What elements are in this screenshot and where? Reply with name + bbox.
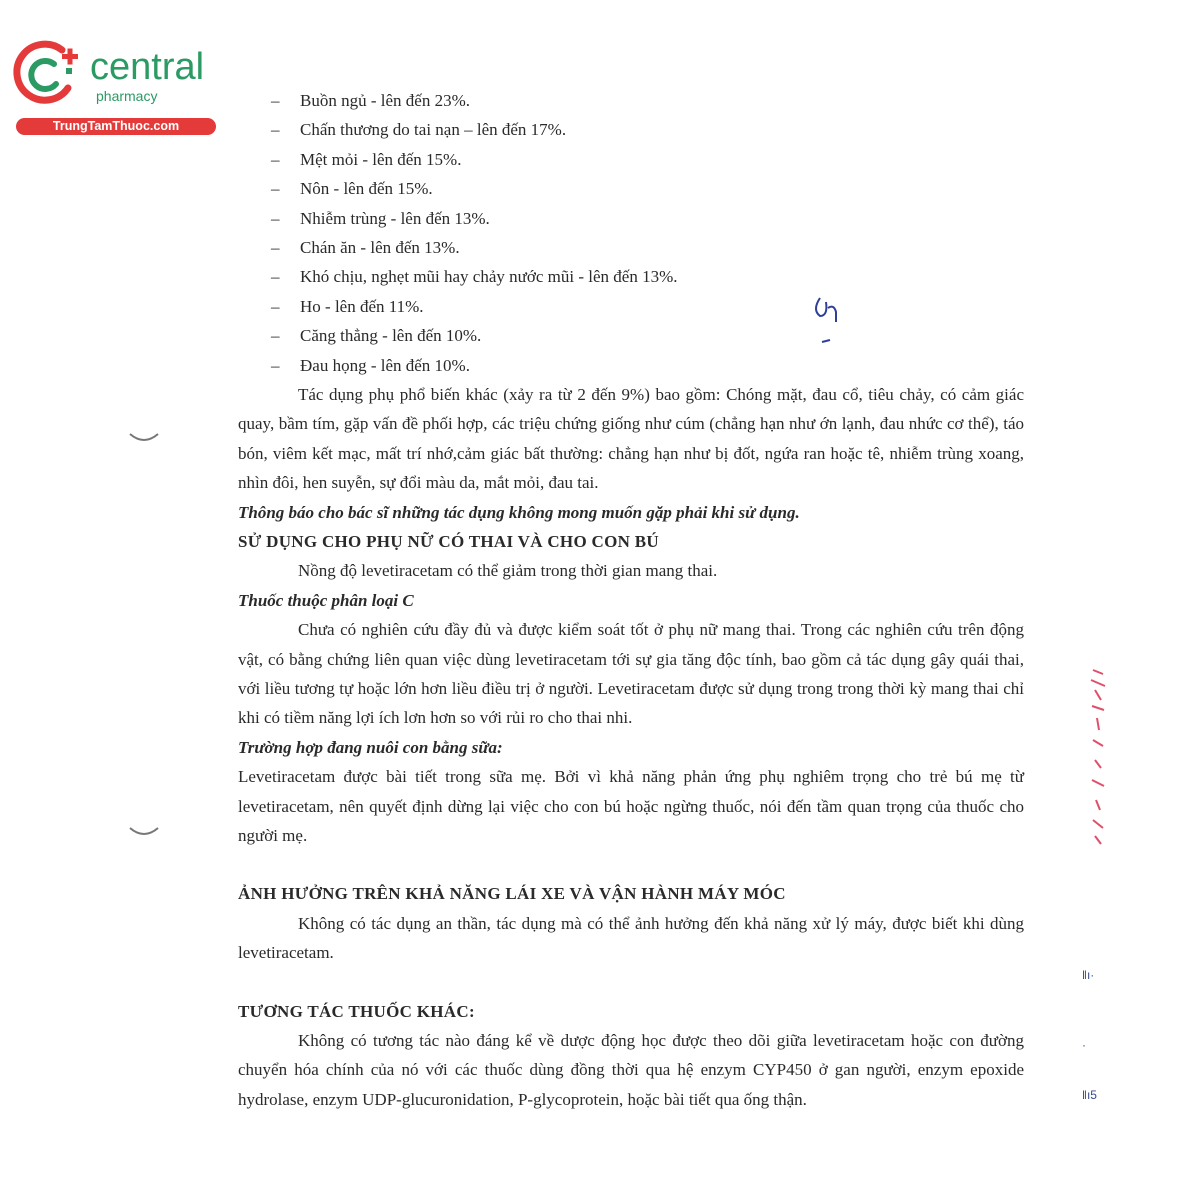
driving-paragraph: Không có tác dụng an thần, tác dụng mà có thể ảnh hưởng đến khả năng xử lý máy, được biết khi dùng levetiracetam. bbox=[238, 913, 1024, 963]
dash-bullet: – bbox=[271, 267, 280, 287]
section-spacer bbox=[238, 968, 1024, 997]
list-item bbox=[238, 86, 1024, 115]
central-pharmacy-logo[interactable] bbox=[10, 38, 215, 138]
list-item bbox=[238, 115, 1024, 144]
dash-bullet: – bbox=[271, 149, 280, 169]
list-item-text: Căng thẳng - lên đến 10%. bbox=[300, 326, 482, 346]
list-item bbox=[238, 351, 1024, 380]
list-item bbox=[238, 233, 1024, 262]
dash-bullet: – bbox=[271, 237, 280, 257]
list-item bbox=[238, 321, 1024, 350]
pregnancy-line: Nồng độ levetiracetam có thể giảm trong thời gian mang thai. bbox=[298, 561, 718, 581]
list-item-text: Chán ăn - lên đến 13%. bbox=[300, 237, 460, 257]
list-item bbox=[238, 174, 1024, 203]
list-item bbox=[238, 204, 1024, 233]
list-item bbox=[238, 262, 1024, 291]
red-stamp-fragment-icon bbox=[1083, 660, 1113, 850]
edge-mark: ‖ı5 bbox=[1082, 1088, 1097, 1102]
notify-doctor-line: Thông báo cho bác sĩ những tác dụng không mong muốn gặp phải khi sử dụng. bbox=[238, 502, 800, 522]
list-item-text: Chấn thương do tai nạn – lên đến 17%. bbox=[300, 120, 567, 140]
logo-brand-text: central bbox=[90, 46, 205, 88]
interactions-heading: TƯƠNG TÁC THUỐC KHÁC: bbox=[238, 1001, 475, 1021]
dash-bullet: – bbox=[271, 326, 280, 346]
list-item bbox=[238, 145, 1024, 174]
driving-heading: ẢNH HƯỞNG TRÊN KHẢ NĂNG LÁI XE VÀ VẬN HÀNH MÁY MÓC bbox=[238, 884, 786, 904]
list-item-text: Nhiễm trùng - lên đến 13%. bbox=[300, 208, 490, 228]
edge-mark: · bbox=[1082, 1038, 1086, 1052]
dash-bullet: – bbox=[271, 120, 280, 140]
list-item-text: Buồn ngủ - lên đến 23%. bbox=[300, 91, 470, 110]
section-spacer bbox=[238, 850, 1024, 879]
list-item-text: Ho - lên đến 11%. bbox=[300, 296, 424, 316]
breastfeeding-heading: Trường hợp đang nuôi con bằng sữa: bbox=[238, 737, 503, 757]
other-effects-paragraph: Tác dụng phụ phổ biến khác (xảy ra từ 2 đến 9%) bao gồm: Chóng mặt, đau cổ, tiêu chảy, có cảm giác quay, bầm tím, gặp vấn đề phối hợp, các triệu chứng giống như cúm (chẳng hạn như ớn lạnh, đau nhức cơ thể), táo bón, viêm kết mạc, mất trí nhớ,cảm giác bất thường: chẳng hạn như bị đốt, ngứa ran hoặc tê, nhiễm trùng xoang, nhìn đôi, hen suyễn, sự đổi màu da, mắt mỏi, đau tai. bbox=[238, 384, 1024, 493]
list-item bbox=[238, 292, 1024, 321]
list-item-text: Nôn - lên đến 15%. bbox=[300, 179, 433, 199]
dash-bullet: – bbox=[271, 355, 280, 375]
logo-sub-text: pharmacy bbox=[96, 88, 158, 104]
dash-bullet: – bbox=[271, 91, 280, 110]
pharmacy-cross-logo-icon bbox=[10, 38, 90, 114]
punch-hole-mark-icon bbox=[126, 428, 162, 448]
logo-website-link[interactable]: TrungTamThuoc.com bbox=[16, 118, 216, 135]
list-item-text: Khó chịu, nghẹt mũi hay chảy nước mũi - lên đến 13%. bbox=[300, 267, 678, 287]
breastfeeding-paragraph: Levetiracetam được bài tiết trong sữa mẹ. Bởi vì khả năng phản ứng phụ nghiêm trọng cho trẻ bú mẹ từ levetiracetam, nên quyết định dừng lại việc cho con bú hoặc ngừng thuốc, nói đến tầm quan trọng của thuốc cho người mẹ. bbox=[238, 767, 1024, 845]
dash-bullet: – bbox=[271, 296, 280, 316]
category-paragraph: Chưa có nghiên cứu đầy đủ và được kiểm soát tốt ở phụ nữ mang thai. Trong các nghiên cứu trên động vật, có bằng chứng liên quan việc dùng levetiracetam tới sự gia tăng độc tính, bao gồm cả tác dụng gây quái thai, với liều tương tự hoặc lớn hơn liều điều trị ở người. Levetiracetam được sử dụng trong trong thời kỳ mang thai chỉ khi có tiềm năng lợi ích lơn hơn so với rủi ro cho thai nhi. bbox=[238, 620, 1024, 728]
interactions-paragraph: Không có tương tác nào đáng kể về dược động học được theo dõi giữa levetiracetam hoặc con đường chuyển hóa chính của nó với các thuốc dùng đồng thời qua hệ enzym CYP450 ở gan người, enzym epoxide hydrolase, enzym UDP-glucuronidation, P-glycoprotein, hoặc bài tiết qua ống thận. bbox=[238, 1031, 1024, 1109]
handwritten-initial-icon bbox=[810, 290, 850, 350]
dash-bullet: – bbox=[271, 179, 280, 199]
dash-bullet: – bbox=[271, 208, 280, 228]
list-item-text: Mệt mỏi - lên đến 15%. bbox=[300, 149, 462, 169]
leaflet-document bbox=[238, 86, 1024, 1114]
pregnancy-heading: SỬ DỤNG CHO PHỤ NỮ CÓ THAI VÀ CHO CON BÚ bbox=[238, 531, 659, 551]
category-heading: Thuốc thuộc phân loại C bbox=[238, 590, 414, 610]
side-effects-list bbox=[238, 86, 1024, 380]
edge-mark: ‖ı· bbox=[1082, 968, 1095, 982]
list-item-text: Đau họng - lên đến 10%. bbox=[300, 355, 470, 375]
punch-hole-mark-icon bbox=[126, 822, 162, 842]
